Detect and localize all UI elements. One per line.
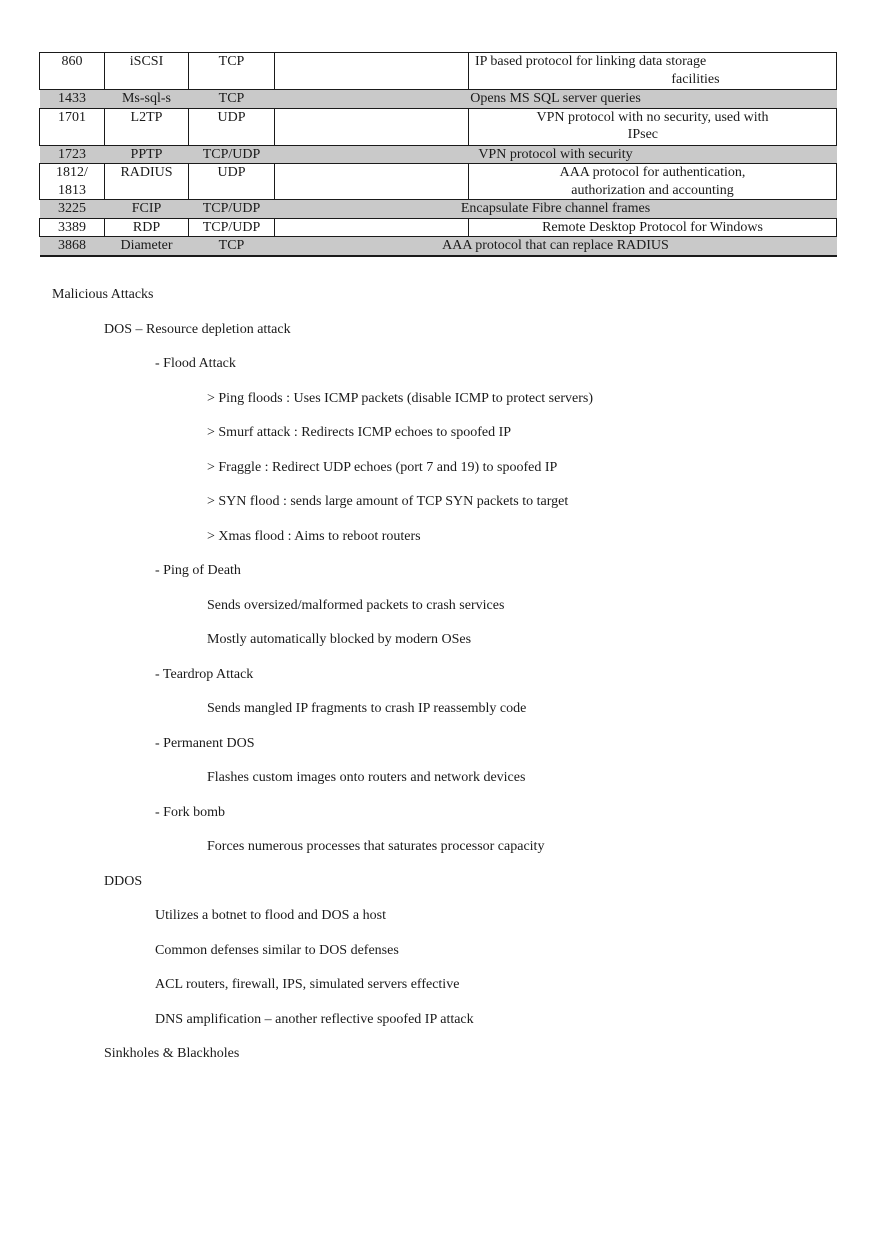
description-line: IP based protocol for linking data storage bbox=[475, 54, 707, 69]
list-item-fork-bomb: - Fork bomb bbox=[155, 805, 225, 820]
list-item-text: DNS amplification – another reflective spoofed IP attack bbox=[155, 1012, 474, 1027]
port-cell: 1701 bbox=[40, 108, 105, 145]
port-cell: 3225 bbox=[40, 200, 105, 219]
port-cell: 1433 bbox=[40, 90, 105, 109]
description-cell bbox=[469, 108, 837, 145]
description-cell: Encapsulate Fibre channel frames bbox=[275, 200, 837, 219]
blank-cell bbox=[275, 164, 469, 200]
list-item-smurf: > Smurf attack : Redirects ICMP echoes to spoofed IP bbox=[207, 425, 512, 440]
list-item-xmas-flood: > Xmas flood : Aims to reboot routers bbox=[207, 529, 421, 544]
list-item-flood-attack: - Flood Attack bbox=[155, 356, 236, 371]
table-row bbox=[40, 145, 837, 164]
description-cell bbox=[469, 164, 837, 200]
description-cell: Opens MS SQL server queries bbox=[275, 90, 837, 109]
port-cell: 3868 bbox=[40, 237, 105, 256]
name-cell: RDP bbox=[105, 218, 189, 237]
list-item-text: Forces numerous processes that saturates processor capacity bbox=[207, 839, 545, 854]
section-heading: Malicious Attacks bbox=[52, 287, 154, 302]
table-row bbox=[40, 164, 837, 200]
list-item-text: Sends mangled IP fragments to crash IP reassembly code bbox=[207, 701, 527, 716]
description-line: facilities bbox=[671, 71, 720, 87]
blank-cell bbox=[275, 218, 469, 237]
protocol-cell: TCP/UDP bbox=[189, 145, 275, 164]
list-item-teardrop: - Teardrop Attack bbox=[155, 667, 254, 682]
list-item-ping-of-death: - Ping of Death bbox=[155, 563, 241, 578]
protocol-cell: TCP/UDP bbox=[189, 200, 275, 219]
table-row bbox=[40, 90, 837, 109]
description-cell: Remote Desktop Protocol for Windows bbox=[469, 218, 837, 237]
port-cell: 1723 bbox=[40, 145, 105, 164]
port-cell: 3389 bbox=[40, 218, 105, 237]
list-item-text: Mostly automatically blocked by modern OSes bbox=[207, 632, 472, 647]
list-item-text: Common defenses similar to DOS defenses bbox=[155, 943, 399, 958]
list-item-syn-flood: > SYN flood : sends large amount of TCP SYN packets to target bbox=[207, 494, 569, 509]
port-line: 1812/ bbox=[56, 165, 88, 180]
description-line: authorization and accounting bbox=[571, 182, 734, 198]
list-item-ping-floods: > Ping floods : Uses ICMP packets (disable ICMP to protect servers) bbox=[207, 391, 593, 406]
blank-cell bbox=[275, 108, 469, 145]
name-cell: Diameter bbox=[105, 237, 189, 256]
name-cell: RADIUS bbox=[105, 164, 189, 200]
protocol-cell: TCP bbox=[189, 53, 275, 90]
list-item-text: Flashes custom images onto routers and network devices bbox=[207, 770, 526, 785]
table-row bbox=[40, 218, 837, 237]
list-item-text: Utilizes a botnet to flood and DOS a host bbox=[155, 908, 386, 923]
name-cell: PPTP bbox=[105, 145, 189, 164]
protocol-cell: TCP bbox=[189, 90, 275, 109]
blank-cell bbox=[275, 53, 469, 90]
description-line: IPsec bbox=[627, 127, 658, 142]
description-cell: VPN protocol with security bbox=[275, 145, 837, 164]
name-cell: L2TP bbox=[105, 108, 189, 145]
name-cell: iSCSI bbox=[105, 53, 189, 90]
description-line: VPN protocol with no security, used with bbox=[536, 109, 769, 125]
subheading-ddos: DDOS bbox=[104, 874, 143, 889]
protocol-cell: UDP bbox=[189, 164, 275, 200]
table-row bbox=[40, 108, 837, 145]
protocol-cell: UDP bbox=[189, 108, 275, 145]
name-cell: FCIP bbox=[105, 200, 189, 219]
port-cell bbox=[40, 164, 105, 200]
table-row bbox=[40, 237, 837, 256]
description-cell bbox=[469, 53, 837, 90]
description-line: AAA protocol for authentication, bbox=[559, 165, 746, 180]
ports-table bbox=[39, 52, 837, 257]
port-cell: 860 bbox=[40, 53, 105, 90]
list-item-permanent-dos: - Permanent DOS bbox=[155, 736, 255, 751]
description-cell: AAA protocol that can replace RADIUS bbox=[275, 237, 837, 256]
table-row bbox=[40, 200, 837, 219]
subheading-sinkholes: Sinkholes & Blackholes bbox=[104, 1046, 240, 1061]
list-item-fraggle: > Fraggle : Redirect UDP echoes (port 7 and 19) to spoofed IP bbox=[207, 460, 558, 475]
subheading-dos: DOS – Resource depletion attack bbox=[104, 322, 291, 337]
table-row bbox=[40, 53, 837, 90]
protocol-cell: TCP/UDP bbox=[189, 218, 275, 237]
port-line: 1813 bbox=[58, 182, 86, 198]
list-item-text: Sends oversized/malformed packets to crash services bbox=[207, 598, 505, 613]
protocol-cell: TCP bbox=[189, 237, 275, 256]
list-item-text: ACL routers, firewall, IPS, simulated servers effective bbox=[155, 977, 460, 992]
name-cell: Ms-sql-s bbox=[105, 90, 189, 109]
